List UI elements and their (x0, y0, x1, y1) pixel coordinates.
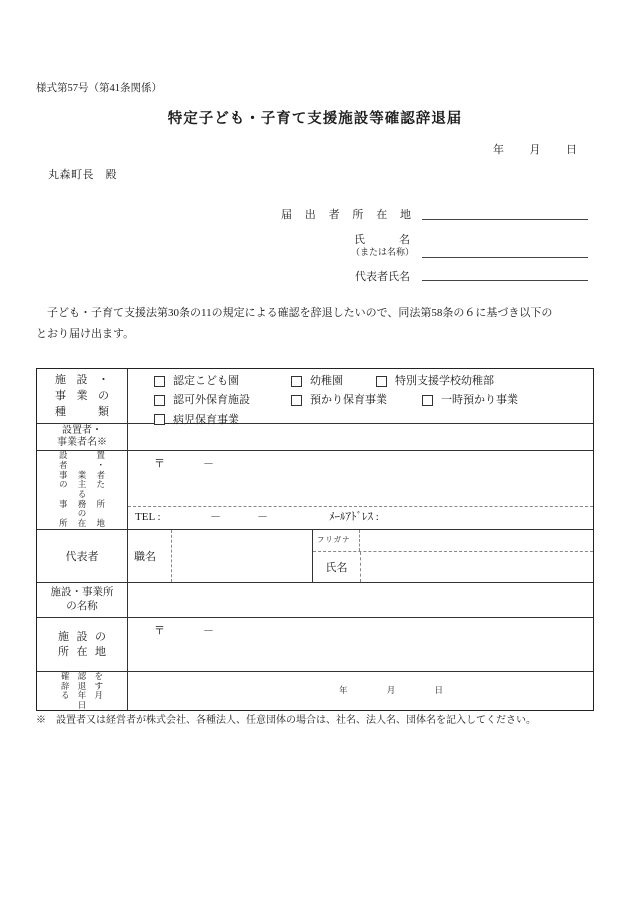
office-postal-line (128, 451, 593, 471)
checkbox-label: 認可外保育施設 (173, 394, 250, 407)
applicant-name-alt-label: （または名称） (351, 247, 415, 257)
row-office-address-header-text: 設 置 者 ・ 事 業 者 の 主 た る 事 務 所 の 所 在 地 (59, 450, 105, 529)
representative-field (128, 530, 593, 582)
office-contact-line (128, 507, 593, 528)
row-withdrawal-date-header (37, 672, 128, 710)
applicant-name-field-line (422, 257, 588, 258)
applicant-representative-label: 代表者氏名 (355, 271, 410, 283)
row-office-address (37, 451, 593, 530)
tel-dash: － (257, 511, 268, 523)
operator-name-field (128, 424, 593, 450)
applicant-representative-field-line (422, 280, 588, 281)
office-address-field (128, 451, 593, 529)
checkbox-icon (154, 395, 165, 406)
row-facility-name-header-text: 施設・事業所 の名称 (50, 587, 114, 612)
row-office-address-header (37, 451, 128, 529)
facility-type-options (128, 369, 593, 426)
postal-dash: － (203, 458, 214, 470)
row-facility-type-header-text: 施 設 ・ 事 業 の 種 類 (55, 374, 109, 418)
name-label: 氏名 (313, 552, 361, 582)
furigana-row (313, 530, 593, 552)
checkbox-icon (291, 376, 302, 387)
facility-name-field (128, 583, 593, 617)
header-date-line: 年 月 日 (493, 144, 577, 156)
tel-label: TEL : (135, 511, 161, 523)
addressee: 丸森町長 殿 (48, 169, 117, 181)
option-ichiji-azukari (422, 392, 518, 409)
row-facility-type-header (37, 369, 128, 423)
body-paragraph (36, 303, 596, 345)
checkbox-icon (291, 395, 302, 406)
form-number: 様式第57号（第41条関係） (36, 83, 162, 94)
checkbox-label: 預かり保育事業 (310, 394, 387, 407)
row-facility-type (37, 369, 593, 424)
row-operator-name-header-text: 設置者・ 事業者名※ (57, 425, 107, 448)
option-tokubetsu-shien (376, 373, 494, 390)
withdrawal-date-field (128, 672, 593, 710)
tel-dash: － (210, 511, 221, 523)
postal-mark-icon: 〒 (154, 625, 165, 637)
checkbox-icon (154, 376, 165, 387)
job-title-cell (128, 530, 313, 582)
form-title: 特定子ども・子育て支援施設等確認辞退届 (167, 111, 463, 127)
applicant-address-field-line (422, 219, 588, 220)
row-representative-header (37, 530, 128, 582)
option-ninkagai-hoiku (154, 392, 291, 409)
checkbox-label: 認定こども園 (173, 375, 239, 387)
facility-address-field (128, 618, 593, 671)
checkbox-label: 特別支援学校幼稚部 (395, 375, 494, 387)
name-cell (313, 530, 593, 582)
checkbox-line-1 (154, 373, 593, 392)
row-operator-name-header (37, 424, 128, 450)
checkbox-icon (422, 395, 433, 406)
row-facility-name-header (37, 583, 128, 617)
option-yochien (291, 373, 376, 390)
postal-dash: － (203, 625, 214, 637)
footnote: ※ 設置者又は経営者が株式会社、各種法人、任意団体の場合は、社名、法人名、団体名を記入してください。 (36, 715, 536, 726)
row-representative-header-text: 代表者 (65, 551, 99, 563)
facility-postal-line (128, 618, 593, 638)
row-representative (37, 530, 593, 583)
form-table (36, 368, 594, 711)
option-nintei-kodomoen (154, 373, 291, 390)
row-withdrawal-date (37, 672, 593, 710)
applicant-address-label: 届 出 者 所 在 地 (281, 209, 411, 221)
withdrawal-date-line: 年 月 日 (339, 685, 443, 696)
body-paragraph-line2: とおり届け出ます。 (36, 328, 135, 340)
row-operator-name (37, 424, 593, 451)
row-facility-address-header (37, 618, 128, 671)
checkbox-line-2 (154, 392, 593, 411)
name-row (313, 552, 593, 582)
row-withdrawal-date-header-text: 確 認 を 辞 退 す る 年 月 日 (61, 671, 103, 710)
checkbox-label: 一時預かり事業 (441, 394, 518, 407)
job-title-label: 職名 (128, 530, 172, 582)
checkbox-label: 幼稚園 (310, 375, 343, 387)
row-facility-name (37, 583, 593, 618)
option-azukari-hoiku (291, 392, 422, 409)
applicant-name-label: 氏 名 (354, 234, 410, 246)
mail-label: ﾒｰﾙｱﾄﾞﾚｽ : (329, 511, 379, 523)
furigana-label: フリガナ (313, 530, 360, 551)
body-paragraph-line1: 子ども・子育て支援法第30条の11の規定による確認を辞退したいので、同法第58条の６に基づき以下の (36, 307, 553, 319)
checkbox-icon (376, 376, 387, 387)
row-facility-address (37, 618, 593, 672)
postal-mark-icon: 〒 (154, 458, 165, 470)
row-facility-address-header-text: 施 設 の 所 在 地 (58, 630, 106, 658)
checkbox-label: 病児保育事業 (173, 413, 239, 426)
